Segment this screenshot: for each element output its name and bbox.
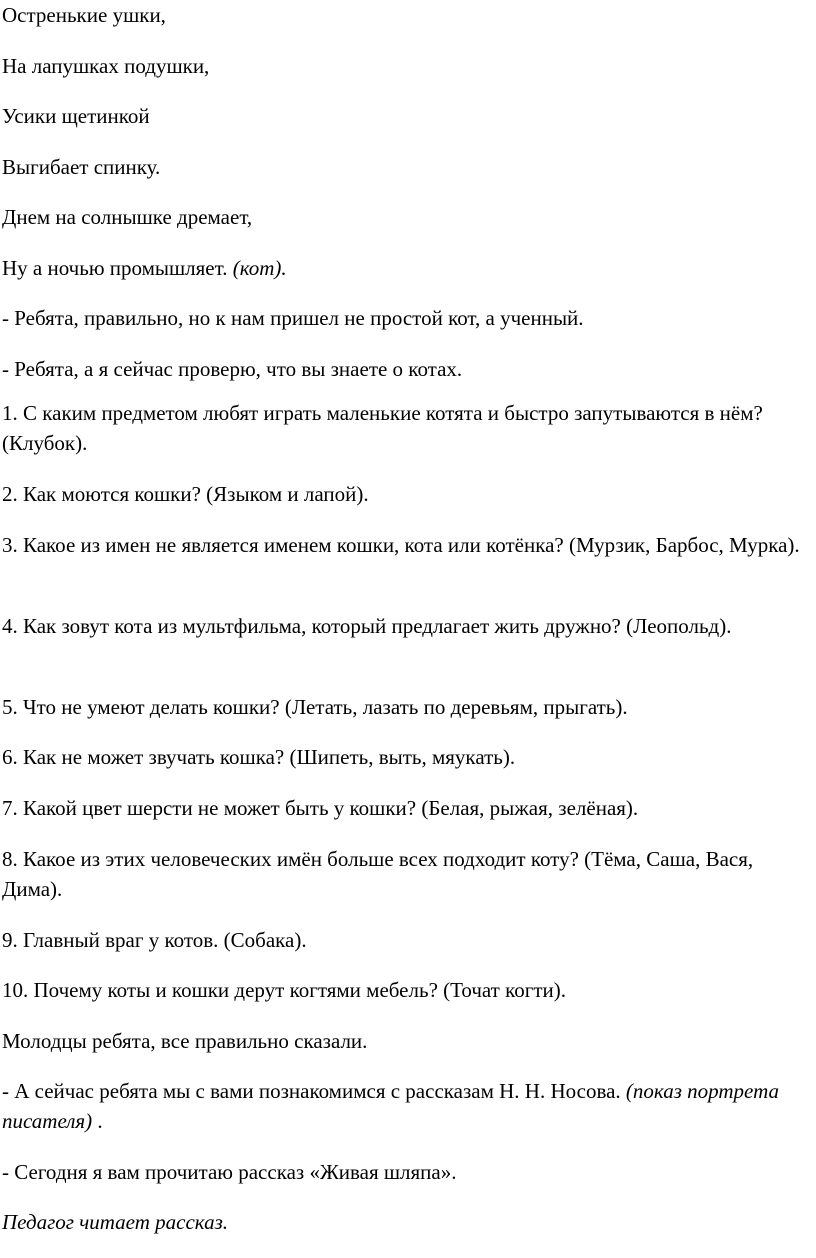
quiz-question-2: 2. Как моются кошки? (Языком и лапой). xyxy=(2,482,369,506)
poem-line-5: Днем на солнышке дремает, xyxy=(2,205,253,229)
poem-line-6 xyxy=(2,253,814,283)
quiz-question-1: 1. С каким предметом любят играть маленькие котята и быстро запутываются в нём? (Клубок). xyxy=(2,401,763,455)
paragraph-author-intro-tail: . xyxy=(92,1109,103,1133)
poem-line-2: На лапушках подушки, xyxy=(2,54,210,78)
quiz-question-5: 5. Что не умеют делать кошки? (Летать, лазать по деревьям, прыгать). xyxy=(2,695,628,719)
quiz-question-6: 6. Как не может звучать кошка? (Шипеть, выть, мяукать). xyxy=(2,745,516,769)
quiz-question-7: 7. Какой цвет шерсти не может быть у кошки? (Белая, рыжая, зелёная). xyxy=(2,796,639,820)
poem-line-3: Усики щетинкой xyxy=(2,104,150,128)
quiz-question-4: 4. Как зовут кота из мультфильма, который предлагает жить дружно? (Леопольд). xyxy=(2,614,732,638)
paragraph-teacher-2: - Ребята, а я сейчас проверю, что вы знаете о котах. xyxy=(2,357,463,381)
paragraph-author-intro xyxy=(2,1076,814,1136)
paragraph-story-title: - Сегодня я вам прочитаю рассказ «Живая шляпа». xyxy=(2,1160,457,1184)
stage-direction-reading: Педагог читает рассказ. xyxy=(2,1210,229,1234)
quiz-question-9: 9. Главный враг у котов. (Собака). xyxy=(2,928,307,952)
paragraph-teacher-1: - Ребята, правильно, но к нам пришел не простой кот, а ученный. xyxy=(2,306,584,330)
poem-line-4: Выгибает спинку. xyxy=(2,155,161,179)
riddle-answer: (кот). xyxy=(232,256,287,280)
poem-line-6-text: Ну а ночью промышляет. xyxy=(2,256,233,280)
paragraph-praise: Молодцы ребята, все правильно сказали. xyxy=(2,1029,368,1053)
quiz-question-8: 8. Какое из этих человеческих имён больше всех подходит коту? (Тёма, Саша, Вася, Дима). xyxy=(2,847,754,901)
quiz-question-10: 10. Почему коты и кошки дерут когтями мебель? (Точат когти). xyxy=(2,978,567,1002)
poem-line-1: Остренькие ушки, xyxy=(2,3,166,27)
paragraph-author-intro-text: - А сейчас ребята мы с вами познакомимся с рассказам Н. Н. Носова. xyxy=(2,1079,626,1103)
quiz-question-3: 3. Какое из имен не является именем кошки, кота или котёнка? (Мурзик, Барбос, Мурка). xyxy=(2,533,800,557)
stage-direction-portrait: (показ портрета писателя) xyxy=(2,1079,780,1133)
